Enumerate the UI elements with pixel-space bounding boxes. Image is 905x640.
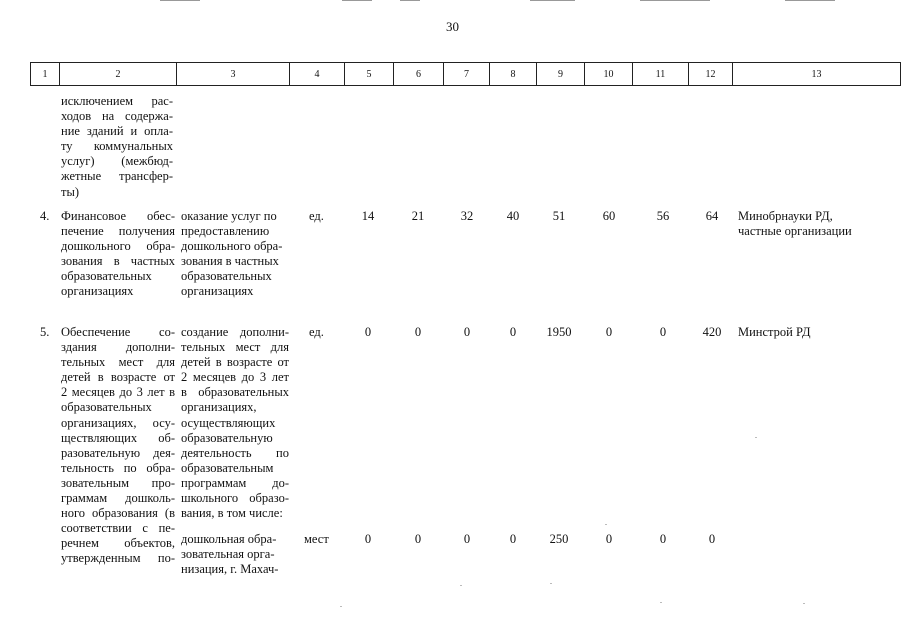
header-cell: 4 xyxy=(290,63,345,86)
value-cell: 0 xyxy=(364,325,372,339)
text-line: дошкольного обра- xyxy=(61,239,175,254)
text-line: граммам дошколь- xyxy=(61,491,175,506)
value-cell: 0 xyxy=(509,325,517,339)
value-cell: 0 xyxy=(414,325,422,339)
text-line: ходов на содержа- xyxy=(61,109,173,124)
scan-dot xyxy=(660,602,662,603)
row-executor-cell xyxy=(738,325,898,340)
value-cell: 60 xyxy=(602,209,616,223)
value-cell: 64 xyxy=(705,209,719,223)
header-cell: 9 xyxy=(537,63,585,86)
scan-mark xyxy=(640,0,710,1)
scan-dot xyxy=(460,585,462,586)
scan-mark xyxy=(400,0,420,1)
text-line: деятельность по xyxy=(181,445,289,460)
text-line: образовательных xyxy=(61,269,152,284)
value-cell: 0 xyxy=(605,532,613,546)
text-line: организациях xyxy=(61,284,134,299)
header-cell: 6 xyxy=(394,63,444,86)
text-line: организациях, осу- xyxy=(61,415,175,430)
value-cell: 0 xyxy=(605,325,613,339)
text-line: Финансовое обес- xyxy=(61,209,175,223)
text-line: зования в частных xyxy=(181,254,279,269)
text-line: низация, г. Махач- xyxy=(181,562,279,577)
row-unit: ед. xyxy=(309,209,324,223)
header-cell: 10 xyxy=(585,63,633,86)
text-line: организациях, xyxy=(181,400,257,415)
value-cell: 250 xyxy=(549,532,569,546)
value-cell: 21 xyxy=(411,209,425,223)
header-cell: 13 xyxy=(733,63,901,86)
text-line: частные организации xyxy=(738,224,852,239)
text-line: печение получения xyxy=(61,224,175,239)
text-line: предоставлению xyxy=(181,224,270,239)
text-line: здания дополни- xyxy=(61,340,175,355)
value-cell: 32 xyxy=(460,209,474,223)
text-line: ние зданий и опла- xyxy=(61,124,173,139)
text-line: в образовательных xyxy=(181,385,289,400)
row-executor-cell xyxy=(738,209,898,239)
text-line: речнем объектов, xyxy=(61,536,175,551)
row-unit: мест xyxy=(304,532,329,546)
header-cell: 12 xyxy=(689,63,733,86)
header-cell: 8 xyxy=(490,63,537,86)
text-line: детей в возрасте от xyxy=(61,370,175,385)
text-line: образовательных xyxy=(61,400,152,415)
text-line: зовательным про- xyxy=(61,475,175,490)
header-cell: 7 xyxy=(444,63,490,86)
header-cell: 1 xyxy=(31,63,60,86)
text-line: жетные трансфер- xyxy=(61,169,173,184)
scan-mark xyxy=(530,0,575,1)
value-cell: 0 xyxy=(509,532,517,546)
scan-dot xyxy=(755,437,757,438)
text-line: детей в возрасте от xyxy=(181,355,289,370)
text-line: 2 месяцев до 3 лет в xyxy=(61,385,175,400)
text-line: зовательная орга- xyxy=(181,547,275,562)
scan-mark xyxy=(160,0,200,1)
text-line: тельных мест для xyxy=(181,340,289,355)
text-line: образовательным xyxy=(181,460,274,475)
value-cell: 1950 xyxy=(546,325,572,339)
text-line: вания, в том числе: xyxy=(181,506,283,521)
text-line: ты) xyxy=(61,184,80,199)
text-line: образовательных xyxy=(181,269,272,284)
value-cell: 56 xyxy=(656,209,670,223)
page-number: 30 xyxy=(446,19,459,34)
text-line: соответствии с пе- xyxy=(61,521,175,536)
continuation-name-cell xyxy=(61,94,173,200)
row-result-cell xyxy=(181,209,291,300)
text-line: создание дополни- xyxy=(181,325,289,339)
value-cell: 51 xyxy=(552,209,566,223)
text-line: осуществляющих xyxy=(181,415,276,430)
value-cell: 14 xyxy=(361,209,375,223)
text-line: программам до- xyxy=(181,475,289,490)
text-line: школьного образо- xyxy=(181,491,289,506)
text-line: тельных мест для xyxy=(61,355,175,370)
row-unit: ед. xyxy=(309,325,324,339)
header-cell: 3 xyxy=(177,63,290,86)
row-result-cell xyxy=(181,325,289,521)
scan-dot xyxy=(550,583,552,584)
text-line: разовательную дея- xyxy=(61,445,175,460)
value-cell: 0 xyxy=(364,532,372,546)
row-index: 4. xyxy=(40,209,50,223)
text-line: организациях xyxy=(181,284,254,299)
row-result-cell xyxy=(181,532,289,577)
value-cell: 0 xyxy=(659,325,667,339)
text-line: ту коммунальных xyxy=(61,139,173,154)
value-cell: 0 xyxy=(463,325,471,339)
scan-dot xyxy=(803,603,805,604)
header-cell: 5 xyxy=(345,63,394,86)
value-cell: 0 xyxy=(708,532,716,546)
scan-dot xyxy=(340,606,342,607)
text-line: ного образования (в xyxy=(61,506,175,521)
text-line: оказание услуг по xyxy=(181,209,277,223)
text-line: дошкольная обра- xyxy=(181,532,277,546)
text-line: Обеспечение со- xyxy=(61,325,175,339)
value-cell: 40 xyxy=(506,209,520,223)
row-name-cell xyxy=(61,209,175,300)
text-line: исключением рас- xyxy=(61,94,173,108)
value-cell: 420 xyxy=(702,325,722,339)
scan-mark xyxy=(342,0,372,1)
text-line: Минобрнауки РД, xyxy=(738,209,833,223)
text-line: услуг) (межбюд- xyxy=(61,154,173,169)
value-cell: 0 xyxy=(463,532,471,546)
text-line: зования в частных xyxy=(61,254,175,269)
scan-mark xyxy=(785,0,835,1)
text-line: тельность по обра- xyxy=(61,460,175,475)
header-cell: 2 xyxy=(60,63,177,86)
text-line: 2 месяцев до 3 лет xyxy=(181,370,289,385)
value-cell: 0 xyxy=(414,532,422,546)
text-line: ществляющих об- xyxy=(61,430,175,445)
text-line: утвержденным по- xyxy=(61,551,175,566)
scan-dot xyxy=(605,524,607,525)
text-line: образовательную xyxy=(181,430,273,445)
row-name-cell xyxy=(61,325,175,567)
column-number-header xyxy=(30,62,901,86)
text-line: дошкольного обра- xyxy=(181,239,283,254)
text-line: Минстрой РД xyxy=(738,325,811,339)
value-cell: 0 xyxy=(659,532,667,546)
header-cell: 11 xyxy=(633,63,689,86)
row-index: 5. xyxy=(40,325,50,339)
